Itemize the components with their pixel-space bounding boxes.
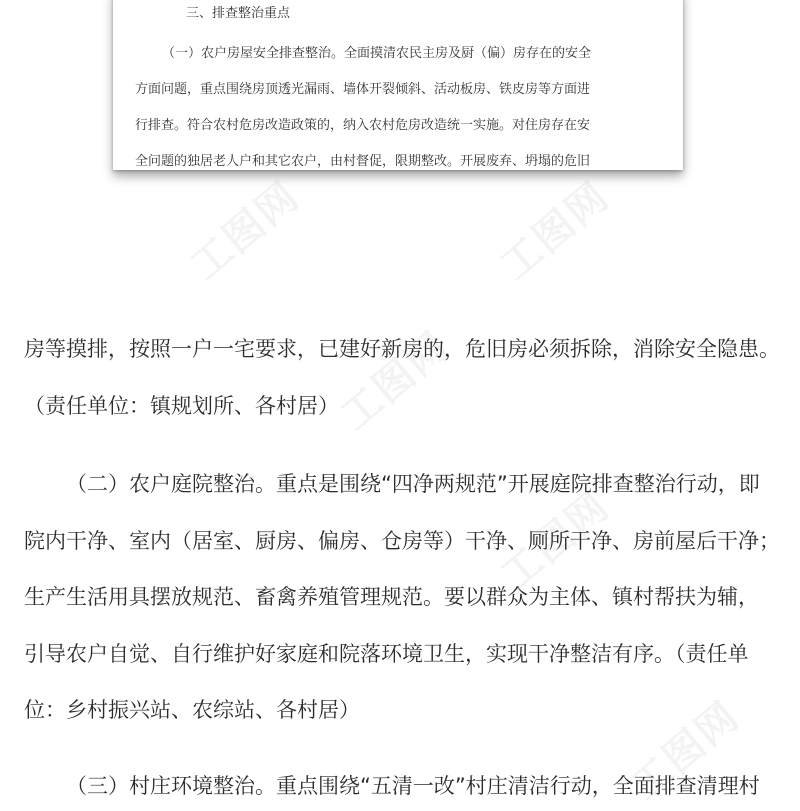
- watermark: 工图网: [492, 173, 619, 290]
- document-text-line: 院内干净、室内（居室、厨房、偏房、仓房等）干净、厕所干净、房前屋后干净；: [24, 529, 780, 553]
- section-heading: 三、排查整治重点: [186, 6, 291, 21]
- document-text-line: （二）农户庭院整治。重点是围绕“四净两规范”开展庭院排查整治行动，即: [66, 472, 760, 496]
- document-text-line: 位：乡村振兴站、农综站、各村居）: [24, 698, 360, 722]
- document-text-line: 生产生活用具摆放规范、畜禽养殖管理规范。要以群众为主体、镇村帮扶为辅，: [24, 585, 759, 609]
- preview-text-line: 行排查。符合农村危房改造政策的，纳入农村危房改造统一实施。对住房存在安: [135, 118, 591, 133]
- document-preview-card: [113, 0, 683, 170]
- preview-text-line: 方面问题，重点围绕房顶透光漏雨、墙体开裂倾斜、活动板房、铁皮房等方面进: [135, 82, 591, 97]
- watermark: 工图网: [622, 693, 749, 810]
- document-text-line: （责任单位：镇规划所、各村居）: [24, 394, 339, 418]
- document-text-line: 引导农户自觉、自行维护好家庭和院落环境卫生，实现干净整洁有序。（责任单: [24, 642, 749, 666]
- watermark: 工图网: [182, 173, 309, 290]
- document-text-line: 房等摸排，按照一户一宅要求，已建好新房的，危旧房必须拆除，消除安全隐患。: [24, 337, 780, 361]
- watermark: 工图网: [332, 323, 459, 440]
- preview-text-line: （一）农户房屋安全排查整治。全面摸清农民主房及厨（偏）房存在的安全: [162, 46, 592, 61]
- document-text-line: （三）村庄环境整治。重点围绕“五清一改”村庄清洁行动，全面排查清理村: [66, 774, 760, 798]
- watermark: 工图网: [492, 483, 619, 600]
- preview-text-line: 全问题的独居老人户和其它农户，由村督促，限期整改。开展废弃、坍塌的危旧: [135, 154, 591, 169]
